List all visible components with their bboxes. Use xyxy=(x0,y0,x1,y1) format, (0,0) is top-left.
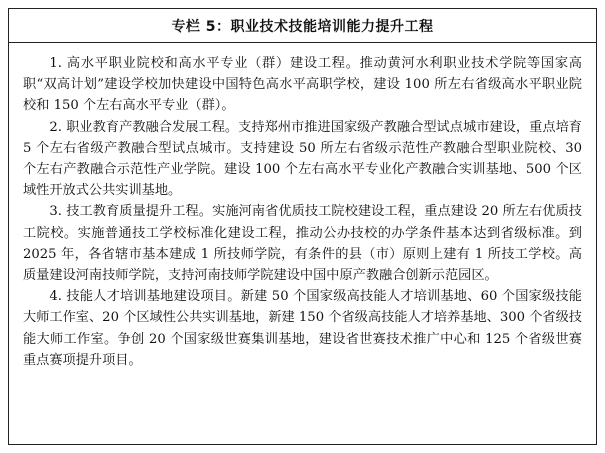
paragraph-4: 4. 技能人才培训基地建设项目。新建 50 个国家级高技能人才培训基地、60 个国家级技能大师工作室、20 个区域性公共实训基地，新建 150 个省级高技能人才培养基地、300 个省级技能大师工作室。争创 20 个国家级世赛集训基地，建设省世赛技术推广中心和 125 个省级世赛重点赛项提升项目。 xyxy=(23,289,582,368)
paragraph-3: 3. 技工教育质量提升工程。实施河南省优质技工院校建设工程，重点建设 20 所左右优质技工院校。实施普通技工学校标准化建设工程，推动公办技校的办学条件基本达到省级标准。到 2025 年，各省辖市基本建成 1 所技师学院，有条件的县（市）原则上建有 1 所技工学校。高质量建设河南技师学院，支持河南技师学院建设中国中原产教融合创新示范园区。 xyxy=(23,204,582,284)
paragraph-2: 2. 职业教育产教融合发展工程。支持郑州市推进国家级产教融合型试点城市建设，重点培育 5 个左右省级产教融合型试点城市。支持建设 50 所左右省级示范性产教融合型职业院校、30 个左右产教融合示范性产业学院。建设 100 个左右高水平专业化产教融合实训基地、500 个区域性开放式公共实训基地。 xyxy=(23,119,582,199)
box-title: 专栏 5：职业技术技能培训能力提升工程 xyxy=(9,9,596,43)
paragraph-1: 1. 高水平职业院校和高水平专业（群）建设工程。推动黄河水利职业技术学院等国家高职“双高计划”建设学校加快建设中国特色高水平高职学校，建设 100 所左右省级高水平职业院校和 150 个左右高水平专业（群）。 xyxy=(23,56,582,114)
feature-box xyxy=(8,8,597,445)
box-content xyxy=(9,43,596,371)
